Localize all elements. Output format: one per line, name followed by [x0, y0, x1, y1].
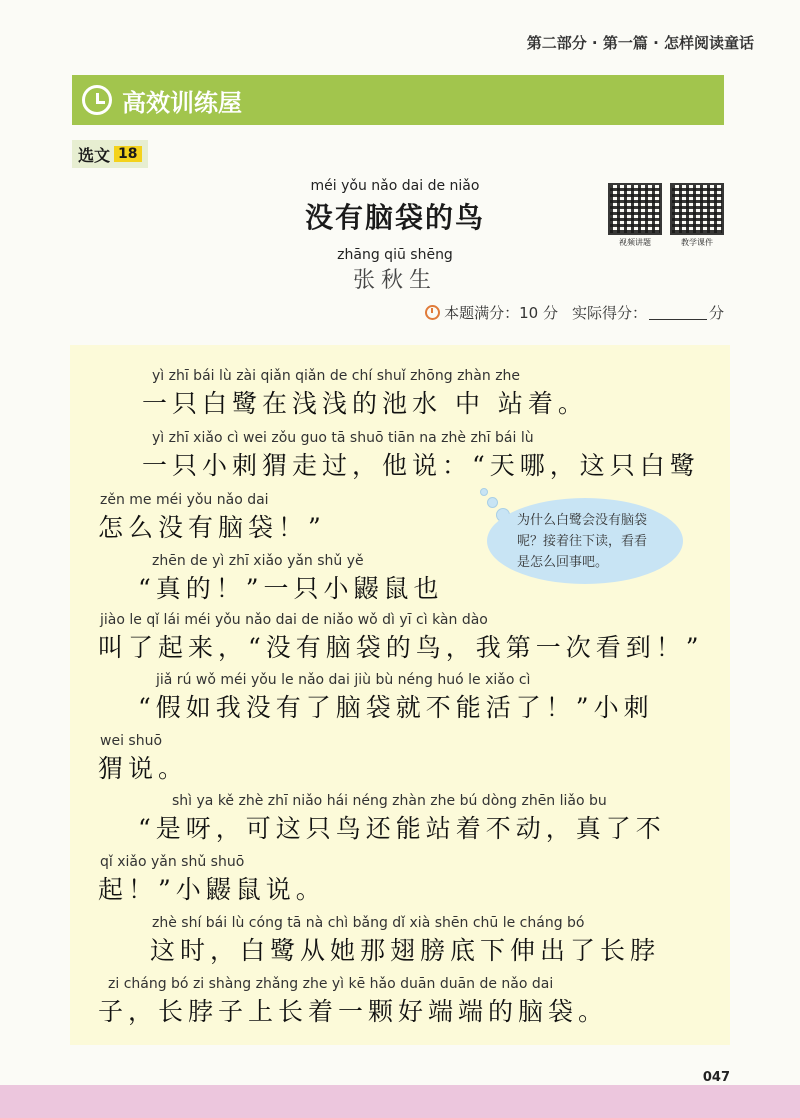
line-pinyin: zi cháng bó zi shàng zhǎng zhe yì kē hǎo duān duān de nǎo dai [108, 976, 554, 992]
line-pinyin: yì zhī xiǎo cì wei zǒu guo tā shuō tiān na zhè zhī bái lù [152, 430, 534, 446]
footer-strip [0, 1085, 800, 1118]
line-pinyin: shì ya kě zhè zhī niǎo hái néng zhàn zhe bú dòng zhēn liǎo bu [172, 793, 607, 809]
line-pinyin: zhè shí bái lù cóng tā nà chì bǎng dǐ xià shēn chū le cháng bó [152, 915, 585, 931]
bubble-dot [487, 497, 498, 508]
banner-title: 高效训练屋 [122, 88, 242, 117]
section-banner [72, 75, 724, 125]
score-unit: 分 [708, 304, 724, 322]
timer-icon [425, 305, 440, 320]
author-name: 张秋生 [352, 268, 437, 293]
full-score: 本题满分：10 分 [444, 304, 558, 322]
qr-code-icon [608, 183, 662, 235]
line-pinyin: qǐ xiǎo yǎn shǔ shuō [100, 854, 245, 870]
line-text: 这时，白鹭从她那翅膀底下伸出了长脖 [150, 936, 661, 965]
actual-score-label: 实际得分： [571, 304, 647, 322]
clock-icon [82, 85, 112, 115]
qr-label: 教学课件 [681, 238, 713, 247]
author-pinyin: zhāng qiū shēng [337, 247, 453, 263]
title-block [280, 178, 510, 236]
line-text: “是呀，可这只鸟还能站着不动，真了不 [138, 814, 666, 843]
line-pinyin: jiào le qǐ lái méi yǒu nǎo dai de niǎo wǒ dì yī cì kàn dào [100, 612, 488, 628]
line-text: 猬说。 [98, 754, 189, 783]
line-pinyin: zhēn de yì zhī xiǎo yǎn shǔ yě [152, 553, 364, 569]
score-blank[interactable] [649, 306, 707, 320]
line-text: 一只小刺猬走过，他说：“天哪，这只白鹭 [142, 451, 700, 480]
selection-text: 选文 [78, 145, 111, 165]
line-pinyin: jiǎ rú wǒ méi yǒu le nǎo dai jiù bù néng huó le xiǎo cì [156, 672, 531, 688]
line-text: 子，长脖子上长着一颗好端端的脑袋。 [98, 997, 609, 1026]
line-pinyin: wei shuō [100, 733, 163, 749]
line-text: 怎么没有脑袋！” [98, 513, 326, 542]
line-text: “真的！”一只小鼹鼠也 [138, 574, 444, 603]
page-title: 没有脑袋的鸟 [304, 201, 485, 234]
page-number: 047 [702, 1070, 730, 1085]
bubble-dot [480, 488, 488, 496]
author-block [300, 247, 490, 294]
line-text: 起！”小鼹鼠说。 [98, 875, 326, 904]
line-text: 叫了起来，“没有脑袋的鸟，我第一次看到！” [98, 633, 704, 662]
qr-code-icon [670, 183, 724, 235]
title-pinyin: méi yǒu nǎo dai de niǎo [310, 178, 480, 194]
qr-code-video[interactable] [608, 183, 662, 248]
line-text: “假如我没有了脑袋就不能活了！”小刺 [138, 693, 654, 722]
line-text: 一只白鹭在浅浅的池水 中 站着。 [142, 389, 588, 418]
line-pinyin: yì zhī bái lù zài qiǎn qiǎn de chí shuǐ zhōng zhàn zhe [152, 368, 521, 384]
breadcrumb: 第二部分 · 第一篇 · 怎样阅读童话 [526, 34, 754, 52]
qr-label: 视频讲题 [619, 238, 651, 247]
line-pinyin: zěn me méi yǒu nǎo dai [100, 492, 269, 508]
selection-number: 18 [114, 146, 141, 162]
selection-label [72, 140, 148, 168]
thought-bubble: 为什么白鹭会没有脑袋呢？接着往下读，看看是怎么回事吧。 [487, 498, 683, 584]
qr-code-courseware[interactable] [670, 183, 724, 248]
score-line [425, 302, 724, 323]
